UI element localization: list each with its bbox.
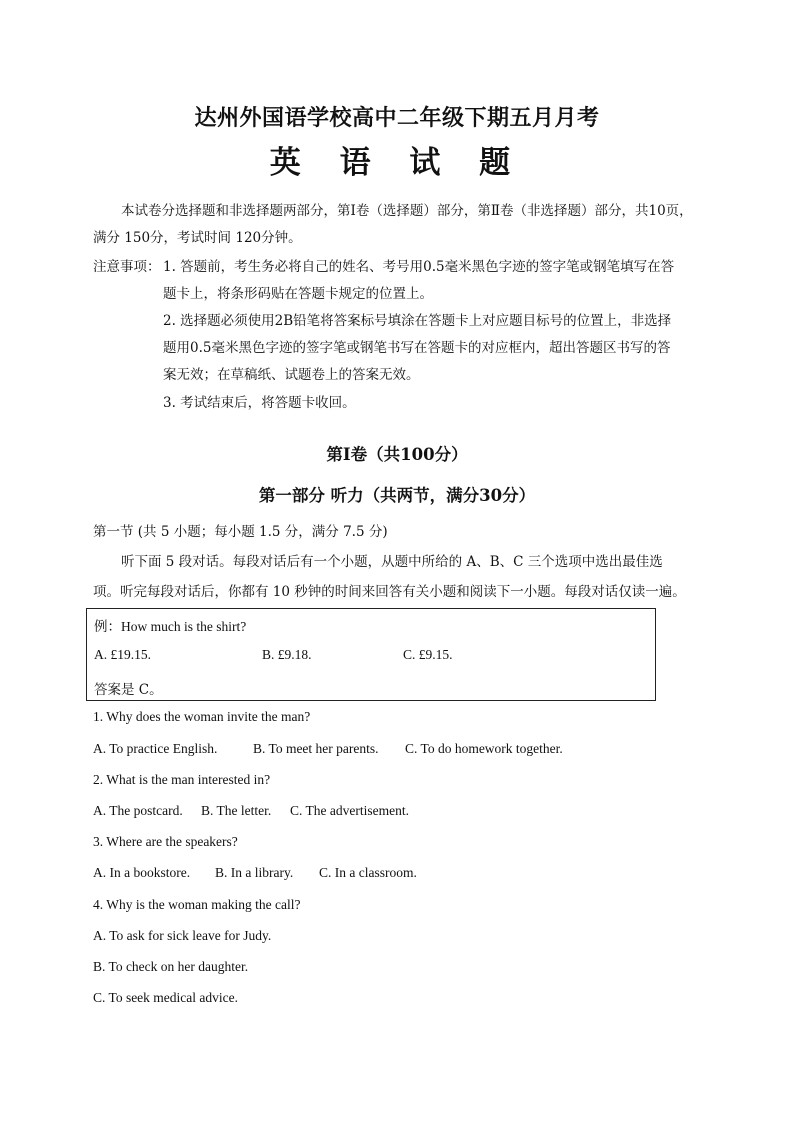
instruction-line-2: 项。听完每段对话后，你都有 10 秒钟的时间来回答有关小题和阅读下一小题。每段对话仅读一遍。 xyxy=(93,584,686,600)
notes-block xyxy=(93,254,705,419)
note-item-2-line-1: 2. 选择题必须使用2B铅笔将答案标号填涂在答题卡上对应题目标号的位置上，非选择 xyxy=(163,313,672,329)
example-question: 例：How much is the shirt? xyxy=(94,619,247,634)
question-4-option-b[interactable]: B. To check on her daughter. xyxy=(93,959,249,974)
example-answer: 答案是 C。 xyxy=(94,682,163,698)
question-3-option-b[interactable]: B. In a library. xyxy=(215,865,294,880)
example-option-a: A. £19.15. xyxy=(94,647,151,662)
intro-paragraph: 本试卷分选择题和非选择题两部分，第Ⅰ卷（选择题）部分，第Ⅱ卷（非选择题）部分，共10页，满分 150分，考试时间 120分钟。 xyxy=(93,203,693,246)
question-4-stem: 4. Why is the woman making the call? xyxy=(93,897,301,912)
note-item-2-line-3: 案无效；在草稿纸、试题卷上的答案无效。 xyxy=(163,367,420,383)
question-1-option-b[interactable]: B. To meet her parents. xyxy=(253,741,379,756)
note-item-1-line-1: 1. 答题前，考生务必将自己的姓名、考号用0.5毫米黑色字迹的签字笔或钢笔填写在答 xyxy=(163,259,675,275)
note-item-2-line-2: 题用0.5毫米黑色字迹的签字笔或钢笔书写在答题卡的对应框内，超出答题区书写的答 xyxy=(163,340,671,356)
question-2-stem: 2. What is the man interested in? xyxy=(93,772,271,787)
question-4-option-a[interactable]: A. To ask for sick leave for Judy. xyxy=(93,928,272,943)
question-2-option-b[interactable]: B. The letter. xyxy=(201,803,272,818)
notes-label: 注意事项： xyxy=(93,259,161,275)
example-option-b: B. £9.18. xyxy=(262,647,312,662)
example-box xyxy=(86,608,656,701)
example-option-c: C. £9.15. xyxy=(403,647,453,662)
instruction-line-1: 听下面 5 段对话。每段对话后有一个小题，从题中所给的 A、B、C 三个选项中选出最佳选 xyxy=(121,554,663,570)
subject-title: 英 语 试 题 xyxy=(269,145,525,181)
question-1-option-c[interactable]: C. To do homework together. xyxy=(405,741,563,756)
part-heading: 第一部分 听力（共两节，满分30分） xyxy=(258,486,536,505)
question-2-option-a[interactable]: A. The postcard. xyxy=(93,803,183,818)
volume-heading: 第Ⅰ卷（共100分） xyxy=(326,445,468,464)
question-3-option-c[interactable]: C. In a classroom. xyxy=(319,865,417,880)
question-4-option-c[interactable]: C. To seek medical advice. xyxy=(93,990,239,1005)
question-1-option-a[interactable]: A. To practice English. xyxy=(93,741,218,756)
question-3-stem: 3. Where are the speakers? xyxy=(93,834,238,849)
section-heading: 第一节 (共 5 小题；每小题 1.5 分，满分 7.5 分) xyxy=(93,524,388,540)
question-3-option-a[interactable]: A. In a bookstore. xyxy=(93,865,191,880)
school-title: 达州外国语学校高中二年级下期五月月考 xyxy=(194,105,600,131)
note-item-3: 3. 考试结束后，将答题卡收回。 xyxy=(163,395,356,411)
question-2-option-c[interactable]: C. The advertisement. xyxy=(290,803,409,818)
question-1-stem: 1. Why does the woman invite the man? xyxy=(93,709,311,724)
note-item-1-line-2: 题卡上，将条形码贴在答题卡规定的位置上。 xyxy=(163,286,433,302)
